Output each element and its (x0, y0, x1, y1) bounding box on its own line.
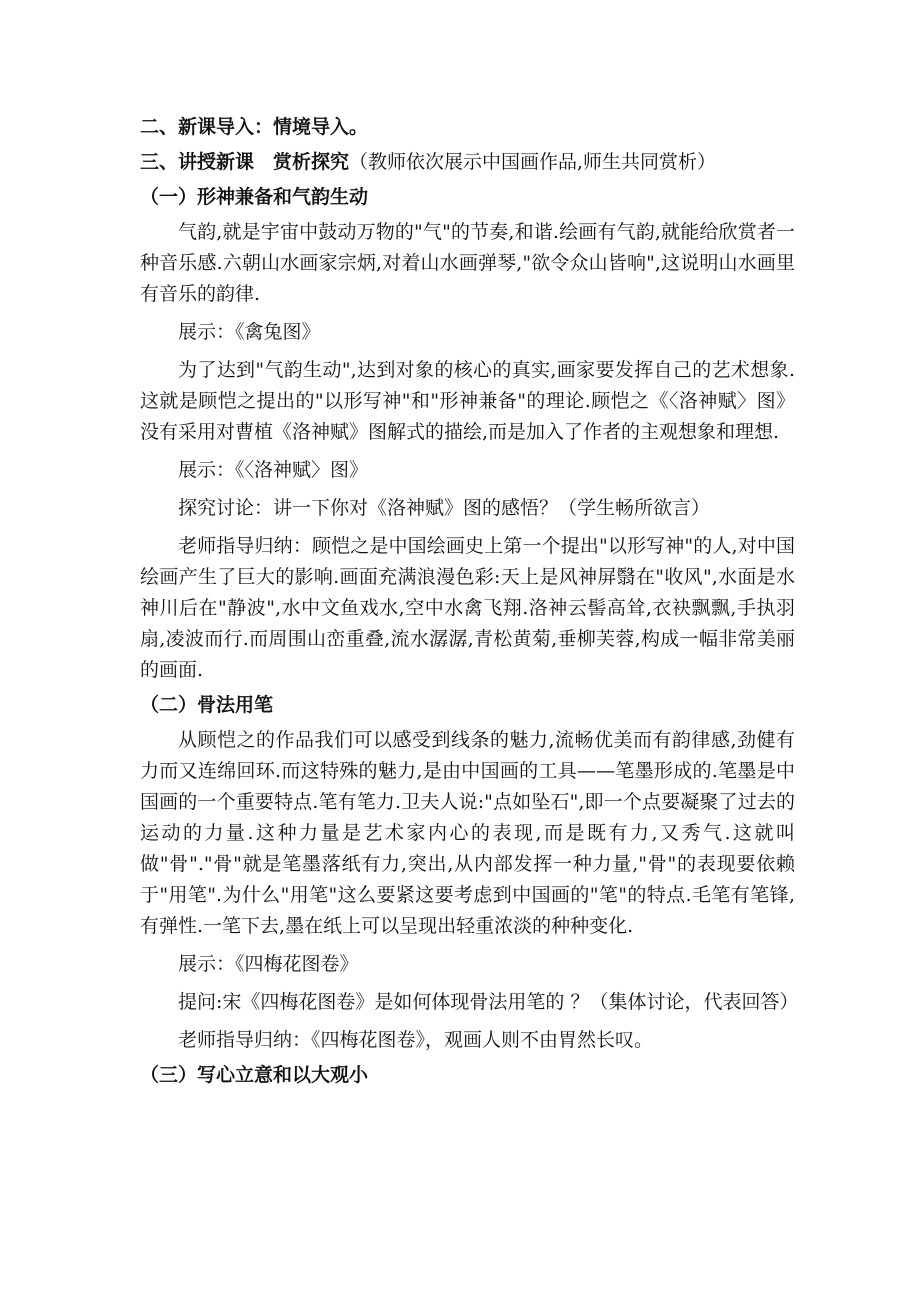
subsection-2-heading: （二）骨法用笔 (140, 694, 274, 716)
section-3-heading (140, 147, 795, 178)
subsection-2-show: 展示：《四梅花图卷》 (178, 953, 359, 975)
subsection-1-summary: 老师指导归纳：顾恺之是中国绘画史上第一个提出"以形写神"的人,对中国绘画产生了巨大的影响.画面充满浪漫色彩:天上是风神屏翳在"收风",水面是水神川后在"静波",水中文鱼戏水,空中水禽飞翔.洛神云髻高耸,衣袂飘飘,手执羽扇,凌波而行.而周围山峦重叠,流水潺潺,青松黄菊,垂柳芙蓉,构成一幅非常美丽的画面. (140, 535, 795, 681)
section-2-heading: 二、新课导入：情境导入。 (140, 116, 369, 138)
subsection-1-show-1: 展示：《禽兔图》 (178, 321, 321, 343)
subsection-1-heading: （一）形神兼备和气韵生动 (140, 186, 369, 208)
document-page (140, 112, 799, 1091)
section-3-heading-note: （教师依次展示中国画作品,师生共同赏析） (349, 151, 717, 173)
section-3-heading-bold: 三、讲授新课 赏析探究 (140, 151, 350, 173)
subsection-1-show-2: 展示：《〈洛神赋〉图》 (178, 459, 369, 481)
subsection-3-heading: （三）写心立意和以大观小 (140, 1064, 369, 1086)
subsection-2-summary: 老师指导归纳：《四梅花图卷》，观画人则不由胃然长叹。 (178, 1029, 654, 1051)
subsection-1-discussion: 探究讨论：讲一下你对《洛神赋》图的感悟？（学生畅所欲言） (178, 497, 711, 519)
subsection-1-paragraph-2: 为了达到"气韵生动",达到对象的核心的真实,画家要发挥自己的艺术想象.这就是顾恺之提出的"以形写神"和"形神兼备"的理论.顾恺之《〈洛神赋〉图》没有采用对曹植《洛神赋》图解式的描绘,而是加入了作者的主观想象和理想. (140, 359, 795, 443)
subsection-2-paragraph-1: 从顾恺之的作品我们可以感受到线条的魅力,流畅优美而有韵律感,劲健有力而又连绵回环.而这特殊的魅力,是由中国画的工具——笔墨形成的.笔墨是中国画的一个重要特点.笔有笔力.卫夫人说:"点如坠石",即一个点要凝聚了过去的运动的力量.这种力量是艺术家内心的表现,而是既有力,又秀气.这就叫做"骨"."骨"就是笔墨落纸有力,突出,从内部发挥一种力量,"骨"的表现要依赖于"用笔".为什么"用笔"这么要紧这要考虑到中国画的"笔"的特点.毛笔有笔锋,有弹性.一笔下去,墨在纸上可以呈现出轻重浓淡的种种变化. (140, 729, 795, 937)
subsection-2-question: 提问:宋《四梅花图卷》是如何体现骨法用笔的 ？（集体讨论，代表回答） (178, 991, 799, 1013)
subsection-1-paragraph-1: 气韵,就是宇宙中鼓动万物的"气"的节奏,和谐.绘画有气韵,就能给欣赏者一种音乐感.六朝山水画家宗炳,对着山水画弹琴,"欲令众山皆响",这说明山水画里有音乐的韵律. (140, 221, 795, 305)
